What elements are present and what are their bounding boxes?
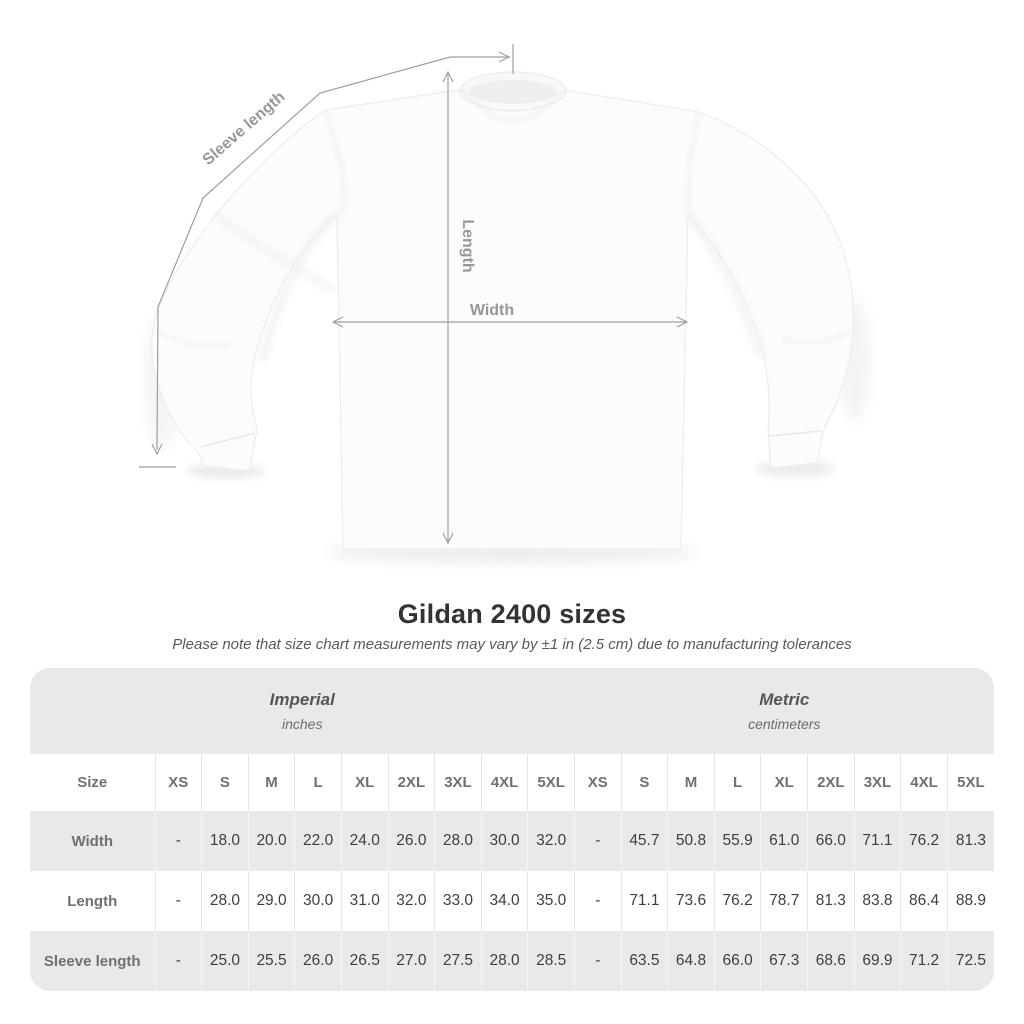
size-header-imperial-3xl: 3XL xyxy=(435,754,482,811)
value-length-metric-2xl: 81.3 xyxy=(808,871,855,931)
value-length-imperial-s: 28.0 xyxy=(202,871,249,931)
value-width-metric-xl: 61.0 xyxy=(761,811,808,871)
value-width-imperial-5xl: 32.0 xyxy=(528,811,575,871)
value-width-metric-xs: - xyxy=(574,811,621,871)
size-header-imperial-4xl: 4XL xyxy=(481,754,528,811)
value-length-imperial-2xl: 32.0 xyxy=(388,871,435,931)
value-length-metric-xl: 78.7 xyxy=(761,871,808,931)
value-width-imperial-3xl: 28.0 xyxy=(435,811,482,871)
unit-group-unit: inches xyxy=(282,716,323,732)
width-label: Width xyxy=(469,302,515,319)
value-sleeve-length-metric-xl: 67.3 xyxy=(761,931,808,991)
value-sleeve-length-imperial-xl: 26.5 xyxy=(341,931,388,991)
value-length-imperial-xs: - xyxy=(155,871,202,931)
value-sleeve-length-metric-3xl: 69.9 xyxy=(854,931,901,991)
page-title: Gildan 2400 sizes xyxy=(397,599,627,629)
size-header-imperial-l: L xyxy=(295,754,342,811)
measurement-row-sleeve-length xyxy=(30,931,994,991)
value-sleeve-length-metric-l: 66.0 xyxy=(714,931,761,991)
size-table xyxy=(30,668,994,991)
row-label-length: Length xyxy=(30,871,155,931)
size-header-imperial-2xl: 2XL xyxy=(388,754,435,811)
value-width-metric-s: 45.7 xyxy=(621,811,668,871)
size-table-container xyxy=(30,668,994,991)
size-header-metric-2xl: 2XL xyxy=(808,754,855,811)
unit-group-row xyxy=(30,668,994,754)
value-sleeve-length-metric-4xl: 71.2 xyxy=(901,931,948,991)
value-sleeve-length-imperial-3xl: 27.5 xyxy=(435,931,482,991)
size-header-imperial-5xl: 5XL xyxy=(528,754,575,811)
value-length-imperial-xl: 31.0 xyxy=(341,871,388,931)
value-width-metric-5xl: 81.3 xyxy=(947,811,994,871)
size-header-imperial-xs: XS xyxy=(155,754,202,811)
size-header-metric-m: M xyxy=(668,754,715,811)
value-length-imperial-4xl: 34.0 xyxy=(481,871,528,931)
value-length-imperial-3xl: 33.0 xyxy=(435,871,482,931)
unit-group-name: Imperial xyxy=(269,690,335,709)
value-width-imperial-m: 20.0 xyxy=(248,811,295,871)
size-header-metric-3xl: 3XL xyxy=(854,754,901,811)
measurement-row-width xyxy=(30,811,994,871)
unit-group-unit: centimeters xyxy=(748,716,821,732)
size-header-metric-5xl: 5XL xyxy=(947,754,994,811)
value-width-metric-m: 50.8 xyxy=(668,811,715,871)
row-label-width: Width xyxy=(30,811,155,871)
size-header-imperial-xl: XL xyxy=(341,754,388,811)
value-width-metric-3xl: 71.1 xyxy=(854,811,901,871)
value-width-imperial-xl: 24.0 xyxy=(341,811,388,871)
size-column-header: Size xyxy=(30,754,155,811)
value-width-imperial-l: 22.0 xyxy=(295,811,342,871)
size-header-metric-s: S xyxy=(621,754,668,811)
value-length-metric-m: 73.6 xyxy=(668,871,715,931)
value-sleeve-length-metric-m: 64.8 xyxy=(668,931,715,991)
unit-group-name: Metric xyxy=(759,690,810,709)
tolerance-note: Please note that size chart measurements may vary by ±1 in (2.5 cm) due to manufacturing tolerances xyxy=(172,636,852,653)
value-sleeve-length-imperial-5xl: 28.5 xyxy=(528,931,575,991)
value-length-metric-5xl: 88.9 xyxy=(947,871,994,931)
value-width-imperial-2xl: 26.0 xyxy=(388,811,435,871)
value-sleeve-length-imperial-2xl: 27.0 xyxy=(388,931,435,991)
value-sleeve-length-metric-s: 63.5 xyxy=(621,931,668,991)
value-width-metric-2xl: 66.0 xyxy=(808,811,855,871)
size-header-metric-4xl: 4XL xyxy=(901,754,948,811)
value-length-metric-l: 76.2 xyxy=(714,871,761,931)
size-header-metric-l: L xyxy=(714,754,761,811)
value-length-imperial-m: 29.0 xyxy=(248,871,295,931)
unit-group-metric xyxy=(574,668,994,754)
size-header-metric-xs: XS xyxy=(574,754,621,811)
value-length-metric-3xl: 83.8 xyxy=(854,871,901,931)
value-length-metric-4xl: 86.4 xyxy=(901,871,948,931)
unit-group-imperial xyxy=(30,668,574,754)
value-sleeve-length-imperial-s: 25.0 xyxy=(202,931,249,991)
value-width-imperial-xs: - xyxy=(155,811,202,871)
value-length-metric-s: 71.1 xyxy=(621,871,668,931)
value-width-imperial-s: 18.0 xyxy=(202,811,249,871)
size-header-row xyxy=(30,754,994,811)
value-sleeve-length-metric-2xl: 68.6 xyxy=(808,931,855,991)
value-sleeve-length-imperial-xs: - xyxy=(155,931,202,991)
value-sleeve-length-metric-5xl: 72.5 xyxy=(947,931,994,991)
value-sleeve-length-imperial-l: 26.0 xyxy=(295,931,342,991)
value-length-imperial-l: 30.0 xyxy=(295,871,342,931)
measurement-row-length xyxy=(30,871,994,931)
sleeve-length-label: Sleeve length xyxy=(199,88,289,169)
value-width-metric-l: 55.9 xyxy=(714,811,761,871)
value-width-metric-4xl: 76.2 xyxy=(901,811,948,871)
value-length-metric-xs: - xyxy=(574,871,621,931)
value-length-imperial-5xl: 35.0 xyxy=(528,871,575,931)
value-sleeve-length-imperial-m: 25.5 xyxy=(248,931,295,991)
value-width-imperial-4xl: 30.0 xyxy=(481,811,528,871)
value-sleeve-length-metric-xs: - xyxy=(574,931,621,991)
size-header-metric-xl: XL xyxy=(761,754,808,811)
size-header-imperial-s: S xyxy=(202,754,249,811)
row-label-sleeve-length: Sleeve length xyxy=(30,931,155,991)
value-sleeve-length-imperial-4xl: 28.0 xyxy=(481,931,528,991)
size-header-imperial-m: M xyxy=(248,754,295,811)
length-label: Length xyxy=(459,219,476,273)
